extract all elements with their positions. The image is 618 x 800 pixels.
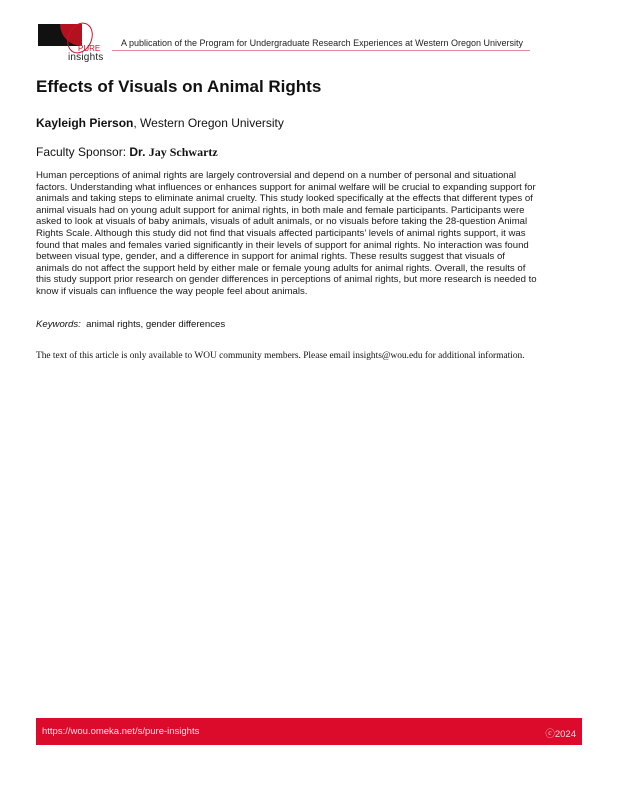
- author-affiliation: , Western Oregon University: [133, 116, 284, 130]
- sponsor-label: Faculty Sponsor:: [36, 145, 127, 159]
- pure-insights-logo: [38, 24, 106, 62]
- access-notice: The text of this article is only available to WOU community members. Please email insights@wou.edu for additional information.: [36, 351, 525, 361]
- footer-copyright: ⓒ2024: [545, 729, 576, 740]
- logo-pure-text: PURE: [78, 44, 101, 53]
- abstract-line: animals do not affect the support held by either male or female young adults for animal rights. Overall, the results of: [36, 262, 526, 274]
- abstract-line: animals and taking steps to eliminate animal cruelty. This study looked specifically at the effects that different types of: [36, 193, 533, 205]
- abstract-line: this study support prior research on gender differences in perceptions of animal rights, but more research is needed to: [36, 274, 537, 286]
- sponsor-name: Jay Schwartz: [148, 145, 218, 159]
- abstract-line: Human perceptions of animal rights are largely controversial and depend on a number of personal and situational: [36, 170, 516, 181]
- keywords-label: Keywords:: [36, 319, 81, 330]
- keywords-line: [36, 319, 225, 330]
- abstract-line: factors. Understanding what influences or enhances support for animal welfare will be crucial to expanding support for: [36, 181, 536, 193]
- faculty-sponsor-line: [36, 145, 218, 160]
- header-rule: [112, 50, 530, 51]
- author-name: Kayleigh Pierson: [36, 116, 134, 130]
- abstract-line: know if visuals can influence the way people feel about animals.: [36, 285, 308, 297]
- publication-line: A publication of the Program for Undergraduate Research Experiences at Western Oregon University: [121, 38, 524, 48]
- footer-url-link[interactable]: https://wou.omeka.net/s/pure-insights: [42, 726, 200, 737]
- keywords-value: animal rights, gender differences: [86, 319, 226, 330]
- abstract-line: animal visuals had on young adult support for animal rights, in both male and female participants. Participants were: [36, 204, 525, 216]
- author-line: [36, 116, 284, 130]
- article-title: Effects of Visuals on Animal Rights: [36, 77, 322, 96]
- abstract: [36, 170, 584, 298]
- sponsor-prefix: Dr.: [129, 145, 146, 159]
- abstract-line: Rights Scale. Although this study did not find that visuals affected participants’ levels of animal rights support, it was: [36, 227, 526, 239]
- abstract-line: asked to look at visuals of baby animals, visuals of adult animals, or no visuals before taking the 28-question Animal: [36, 216, 528, 228]
- abstract-line: found that males and females varied significantly in their levels of support for animal rights. No interaction was found: [36, 239, 529, 251]
- footer-bar: [36, 718, 582, 745]
- logo-insights-text: insights: [68, 52, 104, 63]
- abstract-line: between visual type, gender, and a difference in support for animal rights. These results suggest that visuals of: [36, 251, 505, 263]
